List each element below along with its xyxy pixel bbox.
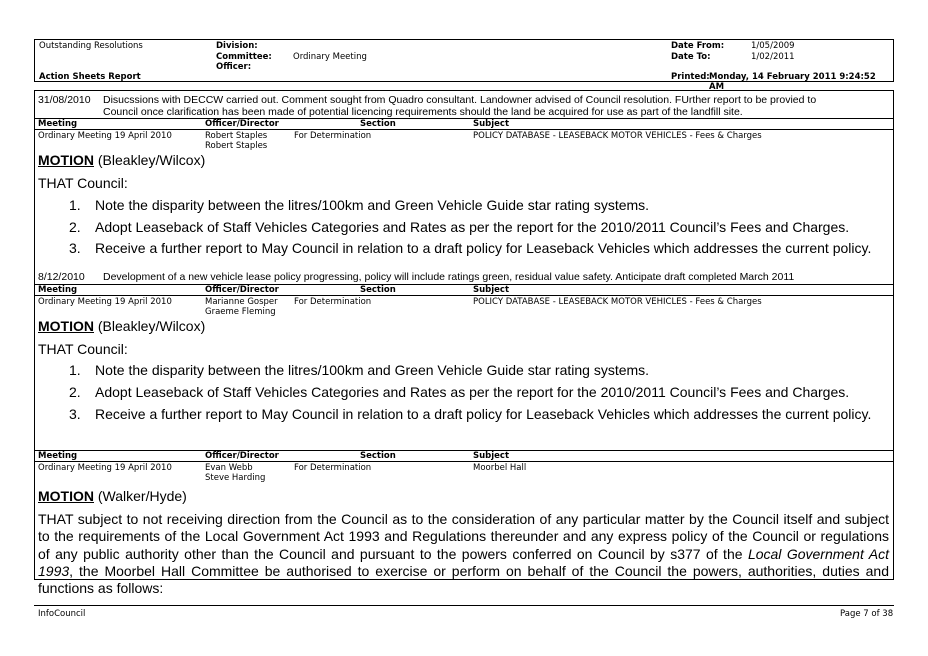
motion-paragraph: THAT subject to not receiving direction from the Council as to the consideration of any particular matter by the Council itself and subject to the requirements of the Local Government Act 1993 and Regulations thereunder and any express policy of the Council or regulations of any public authority other than the Council and pursuant to the powers conferred on Council by s377 of the Local Government Act 1993, the Moorbel Hall Committee be authorised to exercise or perform on behalf of the Council the powers, authorities, duties and functions as follows:: [38, 511, 889, 597]
report-header: [34, 39, 894, 92]
content-box: [34, 90, 894, 597]
col-officer: Officer/Director: [205, 285, 279, 295]
record-section: For Determination: [294, 463, 372, 473]
printed-value: Monday, 14 February 2011 9:24:52 AM: [709, 72, 876, 92]
record-director: Graeme Fleming: [205, 307, 276, 317]
footer-app-name: InfoCouncil: [38, 609, 86, 619]
note-text-line: Development of a new vehicle lease policy progressing, policy will include ratings green, residual value safety. Anticipate draft completed March 2011: [103, 271, 795, 283]
record-section: For Determination: [294, 297, 372, 307]
that-council: THAT Council:: [38, 175, 128, 191]
date-to-label: Date To:: [671, 52, 711, 62]
resolution-item: 2. Adopt Leaseback of Staff Vehicles Categories and Rates as per the report for the 2010/2011 Council’s Fees and Charges.: [69, 384, 850, 400]
record-subject: POLICY DATABASE - LEASEBACK MOTOR VEHICLES - Fees & Charges: [473, 297, 762, 307]
col-subject: Subject: [473, 119, 510, 129]
division-label: Division:: [216, 41, 258, 51]
printed-label: Printed:: [671, 72, 710, 82]
page-number: Page 7 of 38: [840, 609, 894, 619]
motion-label: MOTION: [38, 318, 94, 334]
motion-heading: [38, 318, 205, 334]
motion-heading: [38, 488, 187, 504]
footer-rule: [34, 605, 894, 606]
col-meeting: Meeting: [38, 119, 78, 129]
col-section: Section: [360, 451, 396, 461]
record-director: Steve Harding: [205, 473, 266, 483]
record-officer: Robert Staples: [205, 131, 268, 141]
officer-label: Officer:: [216, 62, 252, 72]
col-officer: Officer/Director: [205, 451, 279, 461]
col-subject: Subject: [473, 285, 510, 295]
col-subject: Subject: [473, 451, 510, 461]
resolution-item: 3. Receive a further report to May Council in relation to a draft policy for Leaseback Vehicles which addresses the current policy.: [69, 406, 872, 422]
col-section: Section: [360, 285, 396, 295]
note-text-line: Council once clarification has been made of potential licencing requirements should the land be acquired for use as part of the landfill site.: [103, 106, 743, 118]
motion-movers: (Bleakley/Wilcox): [94, 318, 206, 334]
motion-heading: [38, 152, 205, 168]
motion-label: MOTION: [38, 152, 94, 168]
note-date: 8/12/2010: [38, 271, 85, 283]
committee-value: Ordinary Meeting: [293, 52, 367, 62]
resolution-item: 1. Note the disparity between the litres/100km and Green Vehicle Guide star rating systems.: [69, 362, 650, 378]
that-council: THAT Council:: [38, 341, 128, 357]
motion-movers: (Walker/Hyde): [94, 488, 187, 504]
resolution-item: 3. Receive a further report to May Council in relation to a draft policy for Leaseback Vehicles which addresses the current policy.: [69, 240, 872, 256]
date-from-value: 1/05/2009: [751, 41, 795, 51]
date-to-value: 1/02/2011: [751, 52, 795, 62]
record-meeting: Ordinary Meeting 19 April 2010: [38, 297, 172, 307]
motion-movers: (Bleakley/Wilcox): [94, 152, 206, 168]
col-meeting: Meeting: [38, 285, 78, 295]
record-officer: Evan Webb: [205, 463, 253, 473]
resolution-item: 1. Note the disparity between the litres/100km and Green Vehicle Guide star rating systems.: [69, 197, 650, 213]
col-section: Section: [360, 119, 396, 129]
record-meeting: Ordinary Meeting 19 April 2010: [38, 131, 172, 141]
record-section: For Determination: [294, 131, 372, 141]
record-officer: Marianne Gosper: [205, 297, 278, 307]
committee-label: Committee:: [216, 52, 272, 62]
date-from-label: Date From:: [671, 41, 725, 51]
record-subject: POLICY DATABASE - LEASEBACK MOTOR VEHICLES - Fees & Charges: [473, 131, 762, 141]
record-subject: Moorbel Hall: [473, 463, 527, 473]
resolution-item: 2. Adopt Leaseback of Staff Vehicles Categories and Rates as per the report for the 2010/2011 Council’s Fees and Charges.: [69, 219, 850, 235]
record-director: Robert Staples: [205, 141, 268, 151]
note-text-line: Disucssions with DECCW carried out. Comment sought from Quadro consultant. Landowner advised of Council resolution. FUrther report to be provied to: [103, 94, 817, 106]
note-date: 31/08/2010: [38, 94, 91, 106]
report-title: Outstanding Resolutions: [39, 41, 143, 51]
col-officer: Officer/Director: [205, 119, 279, 129]
record-meeting: Ordinary Meeting 19 April 2010: [38, 463, 172, 473]
motion-label: MOTION: [38, 488, 94, 504]
col-meeting: Meeting: [38, 451, 78, 461]
report-name: Action Sheets Report: [39, 72, 141, 82]
